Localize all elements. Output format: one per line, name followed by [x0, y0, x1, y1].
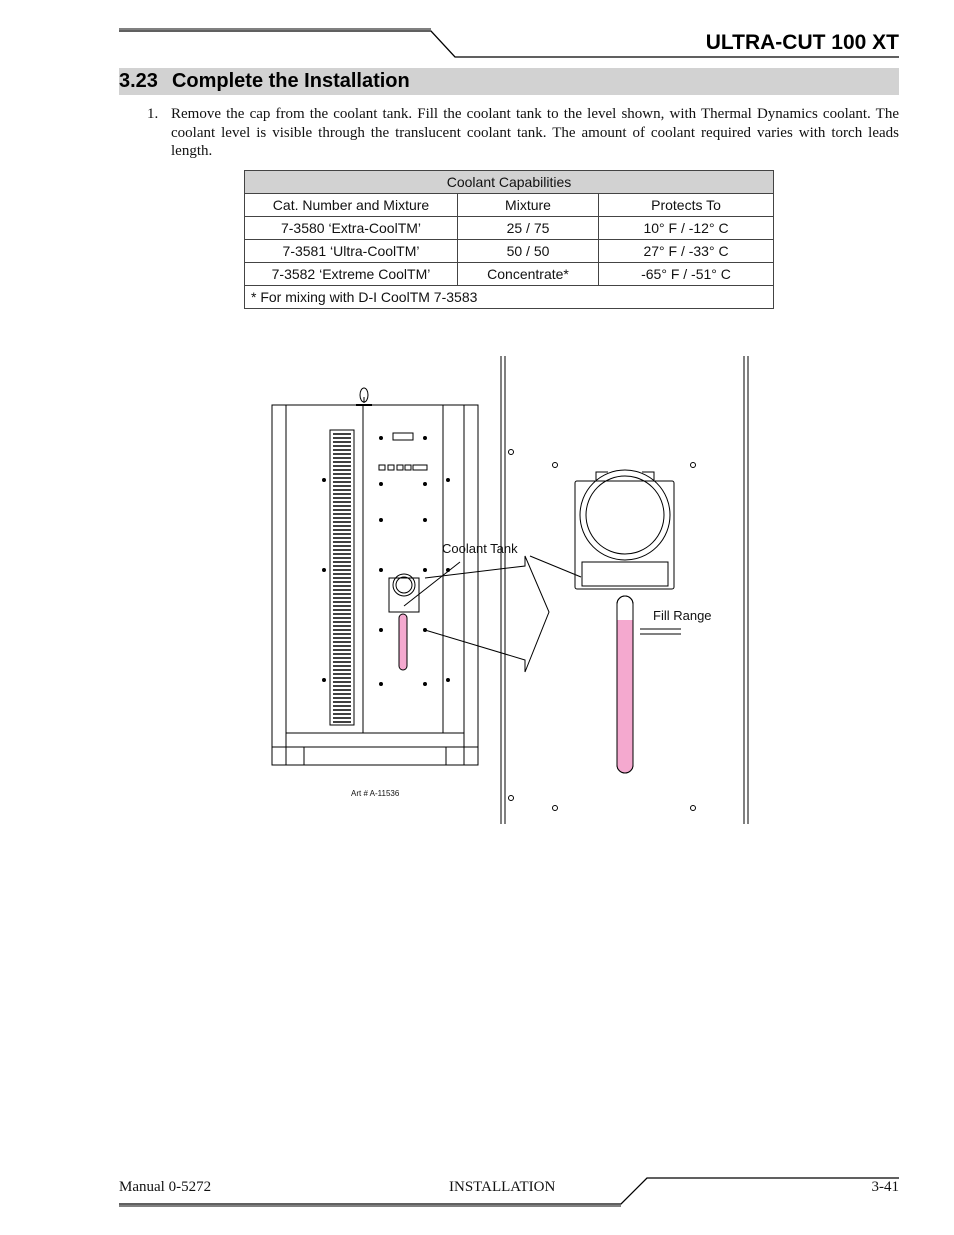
footer-page-number: 3-41	[871, 1179, 899, 1195]
table-cell: -65° F / -51° C	[599, 263, 774, 286]
column-header: Protects To	[599, 194, 774, 217]
table-cell: Concentrate*	[458, 263, 599, 286]
table-cell: 50 / 50	[458, 240, 599, 263]
table-cell: 7-3582 ‘Extreme CoolTM’	[245, 263, 458, 286]
table-cell: 7-3581 ‘Ultra-CoolTM’	[245, 240, 458, 263]
table-cell: 10° F / -12° C	[599, 217, 774, 240]
footer-manual-number: Manual 0-5272	[119, 1179, 212, 1195]
step-text: Remove the cap from the coolant tank. Fill the coolant tank to the level shown, with Thermal Dynamics coolant. The coolant level is visible through the translucent coolant tank. The amount of coolant required varies with torch leads length.	[171, 106, 899, 159]
fill-range-callout: Fill Range	[653, 608, 712, 623]
table-cell: 7-3580 ‘Extra-CoolTM’	[245, 217, 458, 240]
table-footnote: * For mixing with D-I CoolTM 7-3583	[245, 286, 774, 309]
table-cell: 25 / 75	[458, 217, 599, 240]
coolant-tank-callout: Coolant Tank	[442, 541, 518, 556]
column-header: Cat. Number and Mixture	[245, 194, 458, 217]
footer-chapter: INSTALLATION	[449, 1179, 556, 1195]
column-header: Mixture	[458, 194, 599, 217]
table-cell: 27° F / -33° C	[599, 240, 774, 263]
product-title: ULTRA-CUT 100 XT	[705, 31, 899, 54]
art-number: Art # A-11536	[351, 789, 400, 798]
table-caption: Coolant Capabilities	[245, 171, 774, 194]
step-number: 1.	[147, 106, 159, 122]
section-number: 3.23	[119, 70, 158, 92]
section-title: Complete the Installation	[171, 70, 410, 92]
